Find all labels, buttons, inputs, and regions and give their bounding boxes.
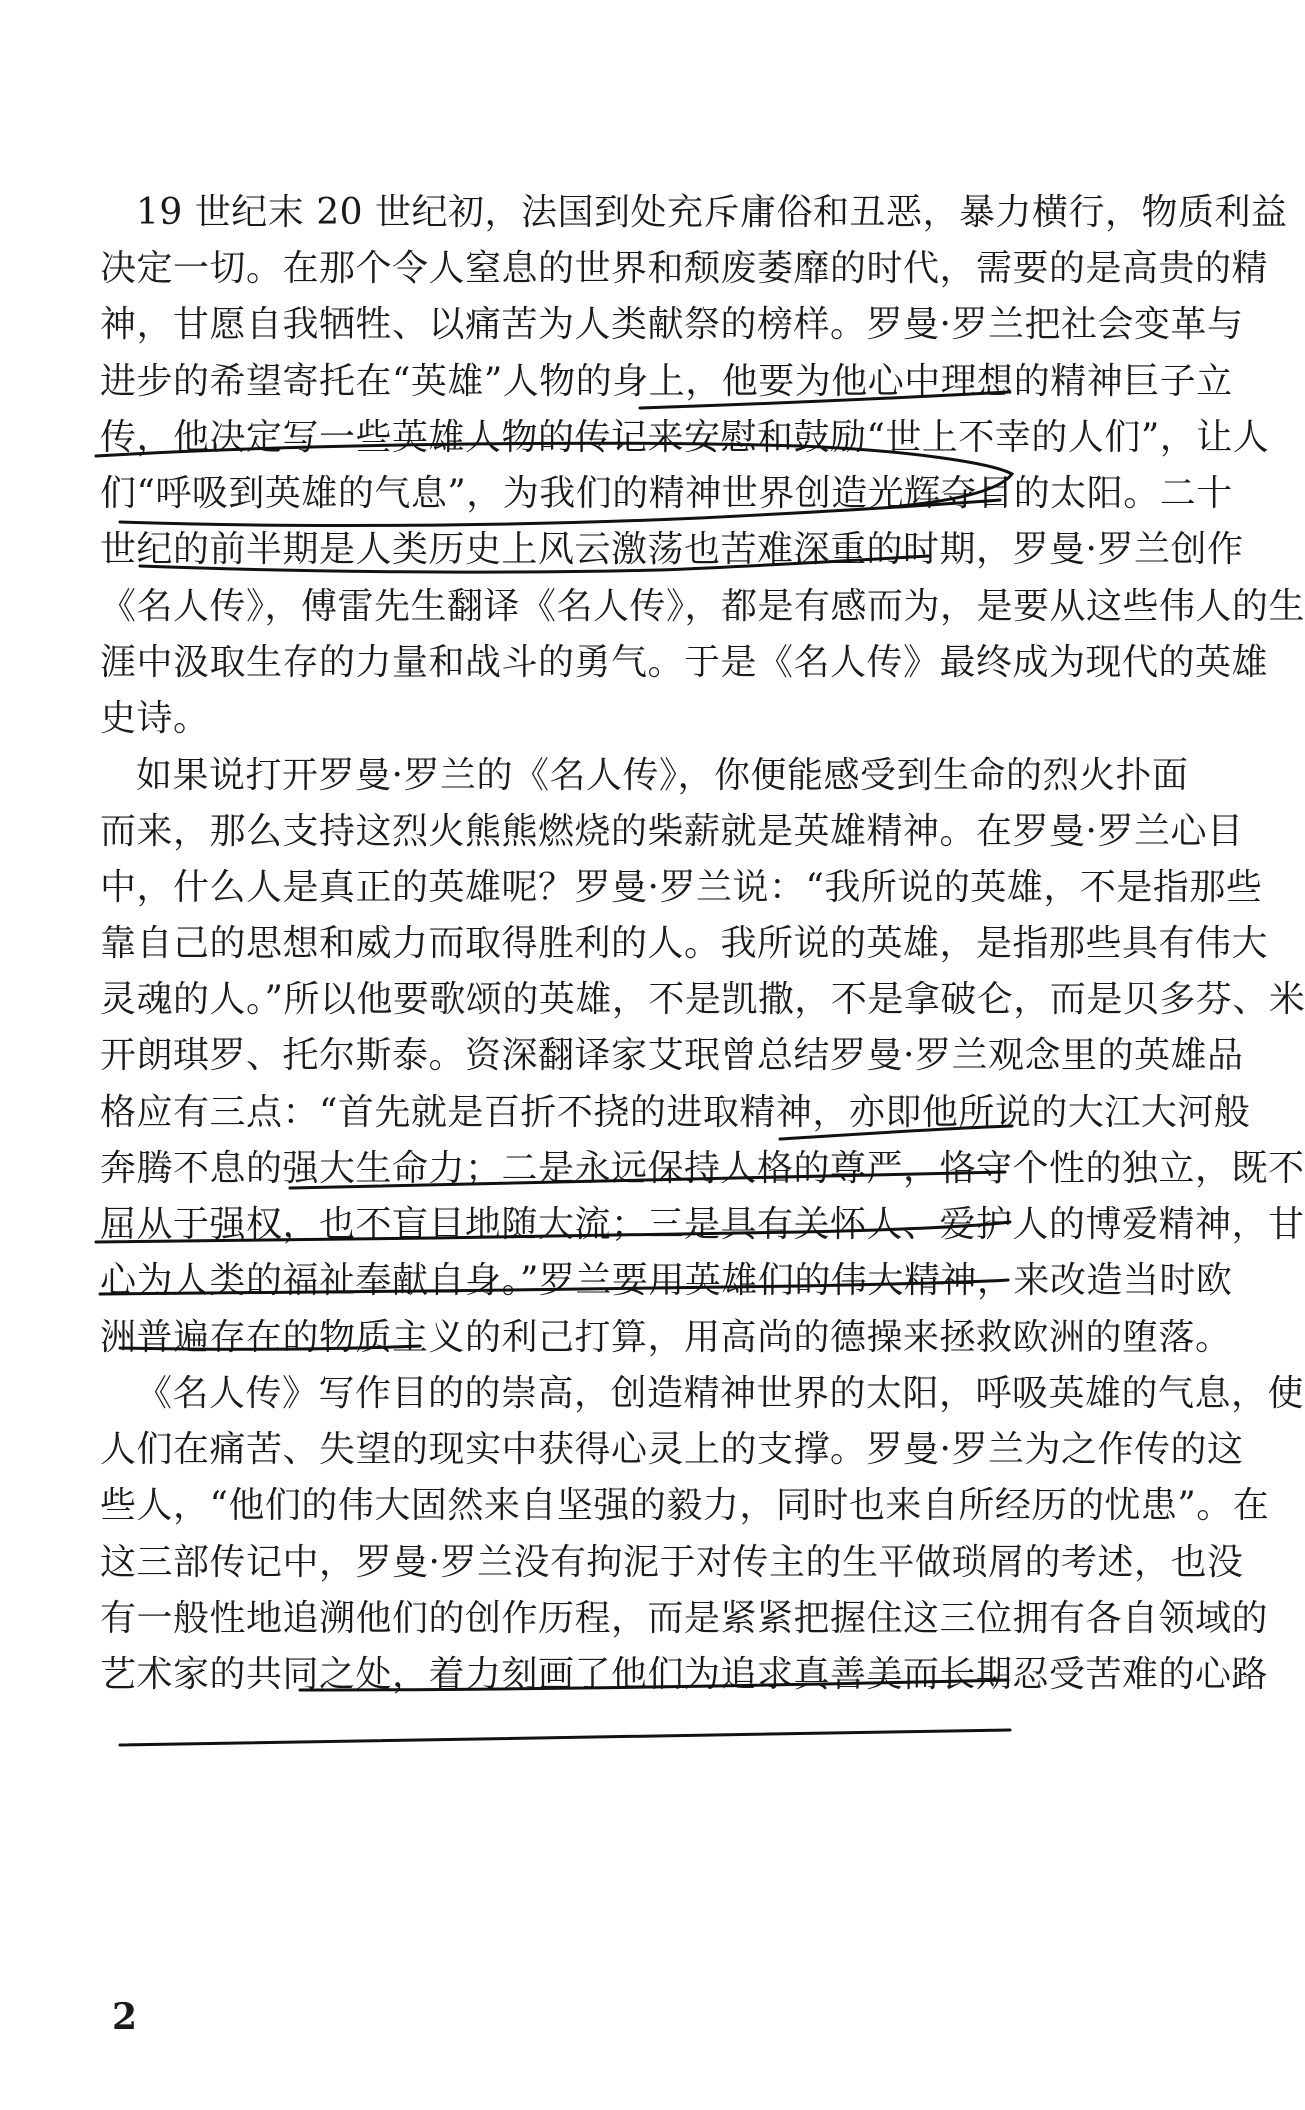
text-line: 奔腾不息的强大生命力；二是永远保持人格的尊严，恪守个性的独立，既不 — [100, 1148, 1305, 1189]
text-line: 靠自己的思想和威力而取得胜利的人。我所说的英雄，是指那些具有伟大 — [100, 923, 1269, 964]
text-line: 开朗琪罗、托尔斯泰。资深翻译家艾珉曾总结罗曼·罗兰观念里的英雄品 — [100, 1035, 1244, 1076]
text-line: 决定一切。在那个令人窒息的世界和颓废萎靡的时代，需要的是高贵的精 — [100, 248, 1269, 289]
text-line: 艺术家的共同之处，着力刻画了他们为追求真善美而长期忍受苦难的心路 — [100, 1654, 1269, 1695]
text-line: 世纪的前半期是人类历史上风云激荡也苦难深重的时期，罗曼·罗兰创作 — [100, 529, 1244, 570]
text-line: 中，什么人是真正的英雄呢？罗曼·罗兰说：“我所说的英雄，不是指那些 — [100, 867, 1263, 908]
text-line: 涯中汲取生存的力量和战斗的勇气。于是《名人传》最终成为现代的英雄 — [100, 642, 1269, 683]
text-line: 如果说打开罗曼·罗兰的《名人传》，你便能感受到生命的烈火扑面 — [136, 755, 1189, 796]
text-line: 屈从于强权，也不盲目地随大流；三是具有关怀人、爱护人的博爱精神，甘 — [100, 1204, 1305, 1245]
text-line: 神，甘愿自我牺牲、以痛苦为人类献祭的榜样。罗曼·罗兰把社会变革与 — [100, 304, 1244, 345]
text-line: 史诗。 — [100, 698, 210, 739]
text-line: 这三部传记中，罗曼·罗兰没有拘泥于对传主的生平做琐屑的考述，也没 — [100, 1542, 1244, 1583]
text-line: 些人，“他们的伟大固然来自坚强的毅力，同时也来自所经历的忧患”。在 — [100, 1485, 1270, 1526]
text-line: 19 世纪末 20 世纪初，法国到处充斥庸俗和丑恶，暴力横行，物质利益 — [136, 192, 1288, 233]
text-line: 有一般性地追溯他们的创作历程，而是紧紧把握住这三位拥有各自领域的 — [100, 1598, 1269, 1639]
page-number: 2 — [112, 1996, 138, 2038]
text-line: 《名人传》，傅雷先生翻译《名人传》，都是有感而为，是要从这些伟人的生 — [100, 586, 1305, 627]
text-line: 而来，那么支持这烈火熊熊燃烧的柴薪就是英雄精神。在罗曼·罗兰心目 — [100, 811, 1244, 852]
text-line: 洲普遍存在的物质主义的利己打算，用高尚的德操来拯救欧洲的堕落。 — [100, 1317, 1232, 1358]
text-line: 进步的希望寄托在“英雄”人物的身上，他要为他心中理想的精神巨子立 — [100, 361, 1233, 402]
text-line: 格应有三点：“首先就是百折不挠的进取精神，亦即他所说的大江大河般 — [100, 1092, 1251, 1133]
text-line: 传，他决定写一些英雄人物的传记来安慰和鼓励“世上不幸的人们”，让人 — [100, 417, 1270, 458]
text-line: 们“呼吸到英雄的气息”，为我们的精神世界创造光辉夺目的太阳。二十 — [100, 473, 1233, 514]
text-line: 心为人类的福祉奉献自身。”罗兰要用英雄们的伟大精神，来改造当时欧 — [100, 1260, 1233, 1301]
underline-mark — [120, 1730, 1010, 1745]
text-line: 《名人传》写作目的的崇高，创造精神世界的太阳，呼吸英雄的气息，使 — [136, 1373, 1305, 1414]
text-line: 人们在痛苦、失望的现实中获得心灵上的支撑。罗曼·罗兰为之作传的这 — [100, 1429, 1244, 1470]
text-line: 灵魂的人。”所以他要歌颂的英雄，不是凯撒，不是拿破仑，而是贝多芬、米 — [100, 979, 1305, 1020]
